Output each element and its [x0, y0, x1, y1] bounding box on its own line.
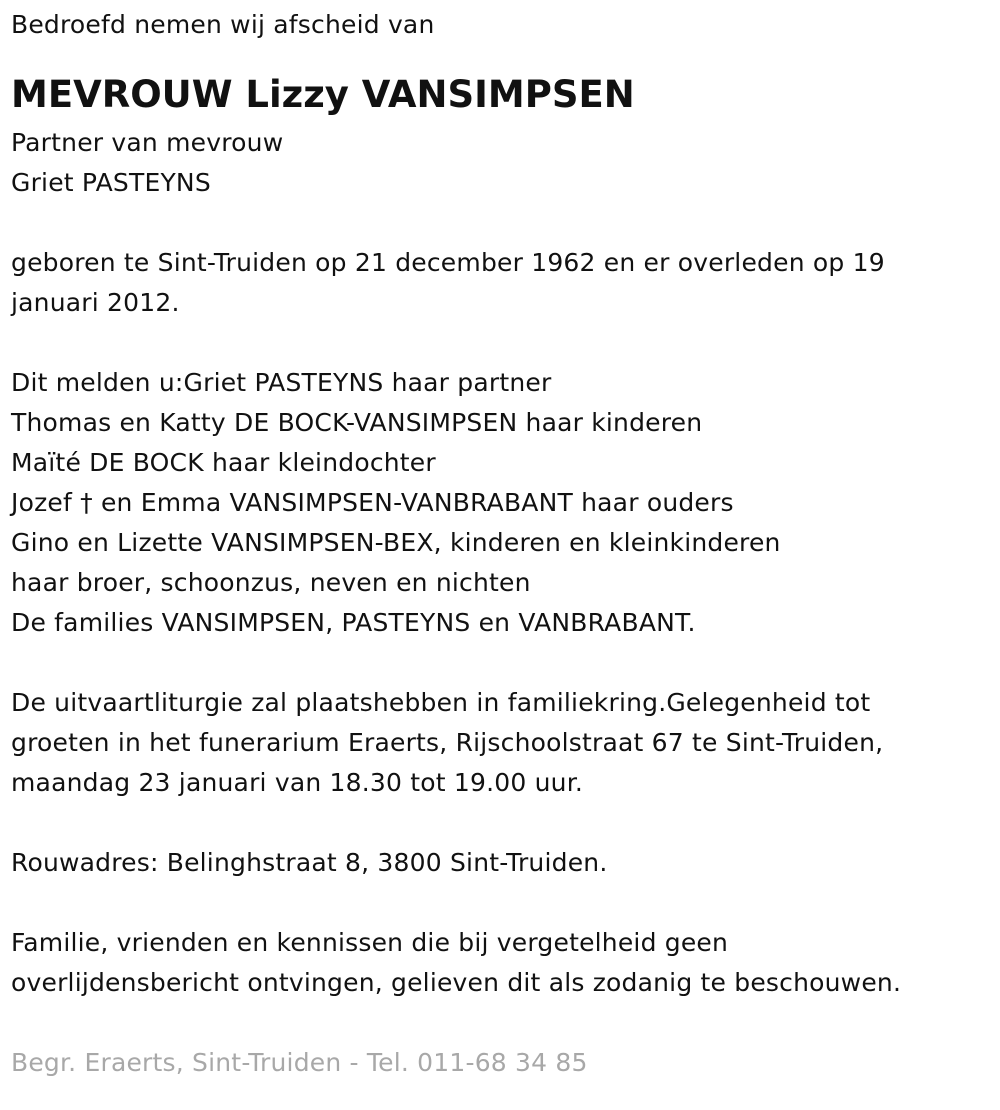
closing-line: overlijdensbericht ontvingen, gelieven dit als zodanig te beschouwen.	[11, 968, 902, 997]
obituary-notice	[11, 5, 991, 1083]
closing-line: Familie, vrienden en kennissen die bij vergetelheid geen	[11, 928, 729, 957]
family-line: haar broer, schoonzus, neven en nichten	[11, 568, 531, 597]
funeral-home-footer: Begr. Eraerts, Sint-Truiden - Tel. 011-68 34 85	[11, 1048, 588, 1077]
liturgy-line: groeten in het funerarium Eraerts, Rijschoolstraat 67 te Sint-Truiden,	[11, 728, 884, 757]
family-line: De families VANSIMPSEN, PASTEYNS en VANBRABANT.	[11, 608, 696, 637]
intro-text: Bedroefd nemen wij afscheid van	[11, 10, 435, 39]
birth-line-1: geboren te Sint-Truiden op 21 december 1962 en er overleden op 19	[11, 248, 885, 277]
spacer	[11, 643, 991, 683]
deceased-name: MEVROUW Lizzy VANSIMPSEN	[11, 73, 635, 116]
spacer	[11, 1003, 991, 1043]
liturgy-line: De uitvaartliturgie zal plaatshebben in familiekring.Gelegenheid tot	[11, 688, 871, 717]
liturgy-line: maandag 23 januari van 18.30 tot 19.00 uur.	[11, 768, 584, 797]
family-line: Gino en Lizette VANSIMPSEN-BEX, kinderen en kleinkinderen	[11, 528, 781, 557]
spacer	[11, 203, 991, 243]
family-line: Thomas en Katty DE BOCK-VANSIMPSEN haar kinderen	[11, 408, 703, 437]
spacer	[11, 803, 991, 843]
partner-line-1: Partner van mevrouw	[11, 128, 284, 157]
spacer	[11, 323, 991, 363]
birth-line-2: januari 2012.	[11, 288, 180, 317]
mourning-address: Rouwadres: Belinghstraat 8, 3800 Sint-Truiden.	[11, 848, 608, 877]
spacer	[11, 883, 991, 923]
family-line: Jozef † en Emma VANSIMPSEN-VANBRABANT haar ouders	[11, 488, 734, 517]
partner-line-2: Griet PASTEYNS	[11, 168, 211, 197]
family-line: Maïté DE BOCK haar kleindochter	[11, 448, 436, 477]
family-line: Dit melden u:Griet PASTEYNS haar partner	[11, 368, 552, 397]
